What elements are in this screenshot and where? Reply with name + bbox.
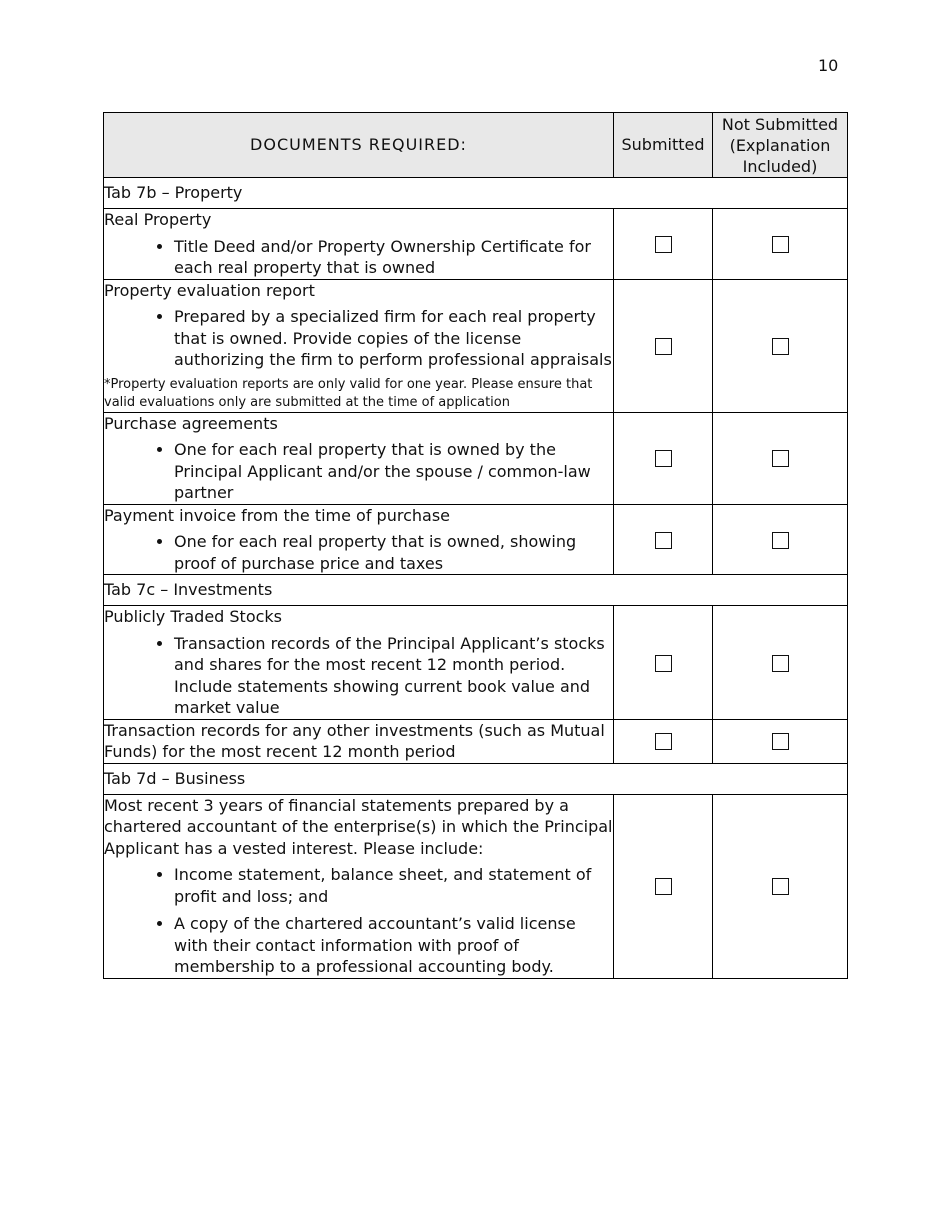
table-row	[104, 412, 848, 504]
item-payment-invoice	[104, 504, 614, 575]
bullet-list	[104, 236, 613, 279]
item-publicly-traded-stocks	[104, 606, 614, 720]
list-item: • Title Deed and/or Property Ownership Certificate for each real property that is owned	[174, 236, 613, 279]
section-row	[104, 763, 848, 794]
item-financial-statements	[104, 794, 614, 978]
item-title: Most recent 3 years of financial statements prepared by a chartered accountant of the enterprise(s) in which the Principal Applicant has a vested interest. Please include:	[104, 795, 613, 858]
not-submitted-checkbox[interactable]	[772, 338, 789, 355]
section-tab-7b: Tab 7b – Property	[104, 178, 848, 209]
documents-checklist-table	[103, 112, 848, 979]
section-row	[104, 178, 848, 209]
list-item: • Transaction records of the Principal Applicant’s stocks and shares for the most recent 12 month period. Include statements showing current book value and market value	[174, 633, 613, 719]
section-row	[104, 575, 848, 606]
not-submitted-line-1: Not Submitted	[721, 114, 839, 134]
not-submitted-cell	[713, 794, 848, 978]
item-real-property	[104, 209, 614, 280]
section-tab-7c: Tab 7c – Investments	[104, 575, 848, 606]
not-submitted-checkbox[interactable]	[772, 236, 789, 253]
not-submitted-header	[713, 113, 848, 178]
list-item: • A copy of the chartered accountant’s valid license with their contact information with proof of membership to a professional accounting body.	[174, 913, 613, 978]
table-row	[104, 606, 848, 720]
bullet-list	[104, 864, 613, 978]
submitted-checkbox[interactable]	[655, 450, 672, 467]
table-row	[104, 504, 848, 575]
submitted-cell	[614, 719, 713, 763]
list-item: • Prepared by a specialized firm for each real property that is owned. Provide copies of the license authorizing the firm to perform professional appraisals	[174, 306, 613, 371]
submitted-cell	[614, 209, 713, 280]
item-title: Property evaluation report	[104, 280, 315, 300]
bullet-list	[104, 306, 613, 371]
header-row	[104, 113, 848, 178]
not-submitted-checkbox[interactable]	[772, 532, 789, 549]
table-row	[104, 279, 848, 412]
list-item: • One for each real property that is owned, showing proof of purchase price and taxes	[174, 531, 613, 574]
bullet-list	[104, 531, 613, 574]
not-submitted-cell	[713, 504, 848, 575]
not-submitted-checkbox[interactable]	[772, 655, 789, 672]
page-number: 10	[818, 56, 839, 75]
not-submitted-line-2: (Explanation	[729, 135, 831, 155]
section-tab-7d: Tab 7d – Business	[104, 763, 848, 794]
submitted-checkbox[interactable]	[655, 655, 672, 672]
submitted-cell	[614, 606, 713, 720]
not-submitted-cell	[713, 209, 848, 280]
not-submitted-checkbox[interactable]	[772, 878, 789, 895]
item-title: Transaction records for any other investments (such as Mutual Funds) for the most recent 12 month period	[104, 720, 605, 761]
not-submitted-cell	[713, 606, 848, 720]
submitted-cell	[614, 794, 713, 978]
submitted-checkbox[interactable]	[655, 878, 672, 895]
submitted-checkbox[interactable]	[655, 532, 672, 549]
table-row	[104, 209, 848, 280]
submitted-header: Submitted	[614, 113, 713, 178]
table-row	[104, 719, 848, 763]
not-submitted-cell	[713, 719, 848, 763]
not-submitted-line-3: Included)	[742, 156, 818, 176]
item-title: Publicly Traded Stocks	[104, 607, 283, 626]
list-item: • One for each real property that is owned by the Principal Applicant and/or the spouse / common-law partner	[174, 439, 613, 504]
table-row	[104, 794, 848, 978]
bullet-list	[104, 633, 613, 719]
submitted-cell	[614, 279, 713, 412]
item-property-evaluation	[104, 279, 614, 412]
item-title: Payment invoice from the time of purchase	[104, 505, 450, 525]
submitted-checkbox[interactable]	[655, 338, 672, 355]
documents-required-header: DOCUMENTS REQUIRED:	[104, 113, 614, 178]
list-item: • Income statement, balance sheet, and statement of profit and loss; and	[174, 864, 613, 907]
item-title: Real Property	[104, 210, 212, 229]
submitted-cell	[614, 504, 713, 575]
submitted-cell	[614, 412, 713, 504]
item-title: Purchase agreements	[104, 413, 278, 433]
evaluation-note: *Property evaluation reports are only valid for one year. Please ensure that valid evaluations only are submitted at the time of application	[104, 376, 593, 410]
bullet-list	[104, 439, 613, 504]
not-submitted-cell	[713, 279, 848, 412]
not-submitted-cell	[713, 412, 848, 504]
not-submitted-checkbox[interactable]	[772, 450, 789, 467]
submitted-checkbox[interactable]	[655, 733, 672, 750]
item-other-investments	[104, 719, 614, 763]
item-purchase-agreements	[104, 412, 614, 504]
not-submitted-checkbox[interactable]	[772, 733, 789, 750]
submitted-checkbox[interactable]	[655, 236, 672, 253]
